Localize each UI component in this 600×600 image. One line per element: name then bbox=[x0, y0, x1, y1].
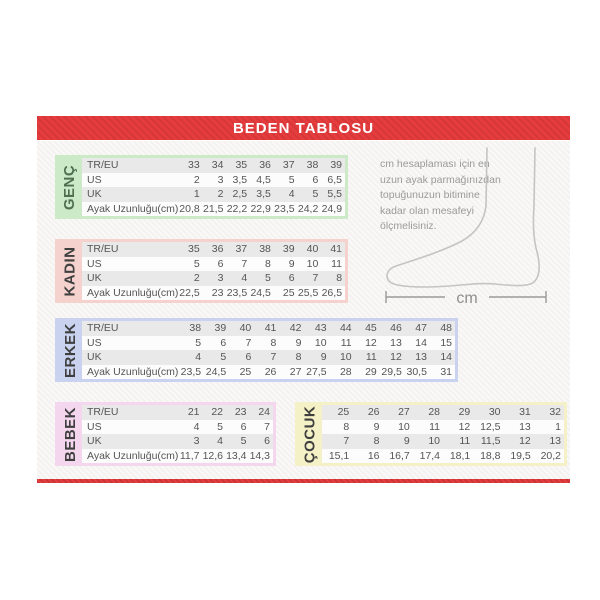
size-cell: 24 bbox=[258, 406, 270, 419]
table-label-genc bbox=[58, 158, 82, 216]
row-label: TR/EU bbox=[87, 243, 119, 256]
table-row bbox=[82, 257, 345, 272]
table-row bbox=[322, 405, 564, 420]
size-cell: 43 bbox=[314, 322, 327, 335]
size-cell: 27 bbox=[289, 365, 302, 378]
size-cell: 5 bbox=[195, 336, 202, 349]
size-table-erkek bbox=[55, 318, 458, 382]
size-cell: 37 bbox=[282, 159, 295, 172]
size-cell: 30 bbox=[488, 406, 501, 419]
size-cell: 18,8 bbox=[480, 449, 501, 462]
row-label: Ayak Uzunluğu(cm) bbox=[87, 449, 179, 462]
foot-outline-path bbox=[387, 148, 539, 287]
size-cell: 2 bbox=[193, 173, 200, 186]
size-cell: 9 bbox=[295, 336, 302, 349]
size-cell: 28 bbox=[428, 406, 440, 419]
note-line: kadar olan mesafeyi bbox=[380, 204, 474, 217]
table-row bbox=[82, 365, 455, 380]
size-cell: 48 bbox=[440, 322, 453, 335]
size-cell: 13,4 bbox=[226, 449, 247, 462]
table-row bbox=[82, 187, 345, 202]
size-cell: 31 bbox=[519, 406, 531, 419]
row-label: TR/EU bbox=[87, 406, 119, 419]
size-cell: 40 bbox=[239, 322, 252, 335]
size-cell: 36 bbox=[259, 159, 271, 172]
size-table-genc bbox=[55, 155, 348, 219]
size-cell: 8 bbox=[373, 435, 380, 448]
size-cell: 24,5 bbox=[205, 365, 227, 378]
size-cell: 25 bbox=[239, 365, 252, 378]
size-cell: 3 bbox=[217, 272, 224, 285]
size-cell: 2 bbox=[217, 188, 224, 201]
size-cell: 46 bbox=[390, 322, 402, 335]
size-cell: 11 bbox=[459, 435, 471, 448]
size-cell: 25 bbox=[337, 406, 350, 419]
row-label: US bbox=[87, 336, 102, 349]
size-cell: 23,5 bbox=[274, 202, 295, 215]
size-cell: 29,5 bbox=[381, 365, 402, 378]
size-cell: 12 bbox=[390, 351, 402, 364]
size-cell: 4 bbox=[193, 420, 200, 433]
size-cell: 1 bbox=[193, 188, 200, 201]
size-cell: 16 bbox=[367, 449, 380, 462]
note-line: cm hesaplaması için en bbox=[380, 158, 490, 170]
size-cell: 41 bbox=[264, 322, 277, 335]
size-cell: 12,6 bbox=[202, 449, 223, 462]
size-cell: 4 bbox=[288, 188, 295, 201]
row-label: UK bbox=[87, 351, 102, 364]
size-cell: 7 bbox=[245, 336, 252, 349]
row-label: UK bbox=[87, 272, 102, 285]
size-cell: 24,2 bbox=[297, 202, 319, 215]
size-cell: 11,5 bbox=[480, 435, 501, 448]
size-cell: 45 bbox=[365, 322, 377, 335]
foot-measurement-figure bbox=[383, 146, 550, 308]
size-cell: 39 bbox=[330, 159, 343, 172]
table-row bbox=[322, 420, 564, 435]
row-label: Ayak Uzunluğu(cm) bbox=[87, 365, 179, 378]
table-label-text: GENÇ bbox=[61, 164, 79, 210]
size-cell: 8 bbox=[336, 272, 343, 285]
size-cell: 13 bbox=[519, 420, 531, 433]
size-cell: 44 bbox=[339, 322, 352, 335]
size-cell: 25,5 bbox=[297, 286, 319, 299]
size-cell: 42 bbox=[289, 322, 302, 335]
size-cell: 10 bbox=[306, 257, 319, 270]
size-cell: 8 bbox=[270, 336, 277, 349]
size-cell: 22,5 bbox=[179, 286, 200, 299]
size-cell: 7 bbox=[270, 351, 277, 364]
table-grid bbox=[322, 405, 564, 463]
size-cell: 5 bbox=[265, 272, 271, 285]
size-cell: 38 bbox=[189, 322, 202, 335]
size-cell: 11,7 bbox=[179, 449, 200, 462]
size-cell: 24,5 bbox=[250, 286, 271, 299]
size-cell: 14 bbox=[415, 336, 427, 349]
size-cell: 27 bbox=[398, 406, 410, 419]
size-cell: 15,1 bbox=[328, 449, 350, 462]
size-cell: 18,1 bbox=[449, 449, 471, 462]
note-line: uzun ayak parmağınızdan bbox=[380, 173, 501, 186]
table-row bbox=[82, 434, 273, 449]
row-label: US bbox=[87, 173, 102, 186]
size-cell: 2,5 bbox=[232, 188, 248, 201]
size-cell: 7 bbox=[241, 257, 248, 270]
size-cell: 5 bbox=[217, 420, 223, 433]
bottom-accent-line bbox=[37, 479, 570, 483]
size-cell: 12 bbox=[458, 420, 471, 433]
size-cell: 13 bbox=[390, 336, 402, 349]
size-cell: 20,2 bbox=[540, 449, 561, 462]
size-cell: 38 bbox=[306, 159, 319, 172]
size-cell: 14 bbox=[440, 351, 453, 364]
size-cell: 26,5 bbox=[321, 286, 343, 299]
size-cell: 4,5 bbox=[256, 173, 271, 186]
size-cell: 9 bbox=[373, 420, 380, 433]
table-label-text: ÇOCUK bbox=[301, 405, 319, 463]
table-label-cocuk bbox=[298, 405, 322, 463]
size-cell: 10 bbox=[428, 435, 440, 448]
table-row bbox=[82, 271, 345, 286]
size-cell: 30,5 bbox=[406, 365, 427, 378]
size-cell: 5,5 bbox=[327, 188, 343, 201]
size-cell: 11 bbox=[365, 351, 377, 364]
row-label: UK bbox=[87, 188, 102, 201]
size-cell: 12 bbox=[519, 435, 531, 448]
size-cell: 7 bbox=[264, 420, 270, 433]
table-row bbox=[82, 173, 345, 188]
size-cell: 25 bbox=[282, 286, 295, 299]
table-row bbox=[82, 286, 345, 301]
size-cell: 22 bbox=[211, 406, 223, 419]
size-cell: 5 bbox=[220, 351, 227, 364]
size-cell: 12,5 bbox=[480, 420, 501, 433]
table-label-text: BEBEK bbox=[61, 406, 79, 462]
size-cell: 29 bbox=[458, 406, 471, 419]
table-label-text: ERKEK bbox=[61, 322, 79, 378]
size-cell: 6 bbox=[312, 173, 319, 186]
row-label: Ayak Uzunluğu(cm) bbox=[87, 202, 179, 215]
size-cell: 17,4 bbox=[419, 449, 440, 462]
size-cell: 3 bbox=[193, 435, 200, 448]
size-cell: 21,5 bbox=[203, 202, 224, 215]
table-row bbox=[82, 336, 455, 351]
table-grid bbox=[82, 321, 455, 379]
size-cell: 36 bbox=[211, 243, 224, 256]
row-label: Ayak Uzunluğu(cm) bbox=[87, 286, 179, 299]
size-cell: 15 bbox=[440, 336, 453, 349]
size-cell: 8 bbox=[295, 351, 302, 364]
header-bar bbox=[37, 116, 570, 140]
size-cell: 28 bbox=[339, 365, 352, 378]
size-cell: 11 bbox=[331, 257, 343, 270]
table-grid bbox=[82, 242, 345, 300]
size-cell: 10 bbox=[339, 351, 352, 364]
size-cell: 33 bbox=[188, 159, 200, 172]
size-cell: 10 bbox=[314, 336, 327, 349]
size-cell: 6 bbox=[240, 420, 247, 433]
table-row bbox=[322, 434, 564, 449]
table-row bbox=[322, 449, 564, 464]
size-cell: 26 bbox=[264, 365, 277, 378]
size-cell: 20,8 bbox=[179, 202, 200, 215]
size-cell: 4 bbox=[241, 272, 248, 285]
size-cell: 35 bbox=[235, 159, 248, 172]
row-label: TR/EU bbox=[87, 322, 119, 335]
size-table-bebek bbox=[55, 402, 276, 466]
size-cell: 16,7 bbox=[389, 449, 410, 462]
size-cell: 11 bbox=[340, 336, 352, 349]
foot-outline-illustration bbox=[383, 146, 550, 308]
size-cell: 29 bbox=[365, 365, 377, 378]
size-cell: 2 bbox=[193, 272, 200, 285]
table-label-erkek bbox=[58, 321, 82, 379]
table-row bbox=[82, 405, 273, 420]
size-cell: 13 bbox=[549, 435, 561, 448]
row-label: US bbox=[87, 257, 102, 270]
size-cell: 37 bbox=[235, 243, 248, 256]
size-cell: 13 bbox=[415, 351, 427, 364]
cm-unit-label: cm bbox=[456, 290, 478, 307]
size-cell: 5 bbox=[312, 188, 319, 201]
size-cell: 3 bbox=[217, 173, 224, 186]
size-cell: 27,5 bbox=[306, 365, 327, 378]
table-row bbox=[82, 202, 345, 217]
size-cell: 35 bbox=[188, 243, 200, 256]
table-grid bbox=[82, 158, 345, 216]
table-grid bbox=[82, 405, 273, 463]
row-label: TR/EU bbox=[87, 159, 119, 172]
size-cell: 5 bbox=[288, 173, 295, 186]
size-cell: 11 bbox=[429, 420, 440, 433]
note-line: topuğunuzun bitimine bbox=[380, 189, 480, 201]
size-cell: 31 bbox=[440, 365, 453, 378]
size-cell: 22,2 bbox=[226, 202, 248, 215]
size-cell: 38 bbox=[259, 243, 271, 256]
table-row bbox=[82, 321, 455, 336]
table-row bbox=[82, 242, 345, 257]
size-cell: 3,5 bbox=[256, 188, 271, 201]
table-row bbox=[82, 420, 273, 435]
size-cell: 19,5 bbox=[510, 449, 531, 462]
size-cell: 1 bbox=[555, 420, 561, 433]
page-title: BEDEN TABLOSU bbox=[232, 119, 375, 137]
size-cell: 9 bbox=[403, 435, 410, 448]
size-cell: 9 bbox=[320, 351, 327, 364]
table-label-text: KADIN bbox=[61, 246, 79, 296]
size-cell: 5 bbox=[193, 257, 200, 270]
size-cell: 23 bbox=[234, 406, 247, 419]
size-cell: 22,9 bbox=[250, 202, 271, 215]
size-cell: 39 bbox=[214, 322, 227, 335]
size-cell: 23,5 bbox=[180, 365, 202, 378]
size-cell: 34 bbox=[211, 159, 224, 172]
size-cell: 8 bbox=[343, 420, 350, 433]
size-cell: 6 bbox=[288, 272, 295, 285]
size-cell: 6 bbox=[264, 435, 270, 448]
table-label-kadin bbox=[58, 242, 82, 300]
size-cell: 3,5 bbox=[232, 173, 248, 186]
note-line: ölçmelisiniz. bbox=[380, 220, 437, 232]
size-cell: 23,5 bbox=[226, 286, 248, 299]
size-cell: 26 bbox=[367, 406, 380, 419]
size-cell: 23 bbox=[211, 286, 224, 299]
size-cell: 4 bbox=[195, 351, 202, 364]
size-cell: 32 bbox=[549, 406, 561, 419]
size-cell: 39 bbox=[282, 243, 295, 256]
size-cell: 12 bbox=[365, 336, 377, 349]
size-cell: 6 bbox=[217, 257, 224, 270]
table-label-bebek bbox=[58, 405, 82, 463]
size-cell: 5 bbox=[240, 435, 247, 448]
size-cell: 6,5 bbox=[327, 173, 343, 186]
table-row bbox=[82, 158, 345, 173]
size-cell: 7 bbox=[343, 435, 350, 448]
size-cell: 7 bbox=[312, 272, 319, 285]
size-cell: 6 bbox=[245, 351, 252, 364]
size-cell: 41 bbox=[330, 243, 343, 256]
size-cell: 8 bbox=[265, 257, 271, 270]
row-label: UK bbox=[87, 435, 102, 448]
size-cell: 9 bbox=[288, 257, 295, 270]
size-cell: 47 bbox=[415, 322, 427, 335]
size-cell: 21 bbox=[187, 406, 200, 419]
size-cell: 40 bbox=[306, 243, 319, 256]
table-row bbox=[82, 350, 455, 365]
row-label: US bbox=[87, 420, 102, 433]
size-cell: 10 bbox=[398, 420, 410, 433]
size-cell: 24,9 bbox=[321, 202, 343, 215]
size-cell: 6 bbox=[220, 336, 227, 349]
size-cell: 14,3 bbox=[249, 449, 270, 462]
size-table-kadin bbox=[55, 239, 348, 303]
table-row bbox=[82, 449, 273, 464]
size-cell: 4 bbox=[217, 435, 223, 448]
size-table-cocuk bbox=[295, 402, 567, 466]
